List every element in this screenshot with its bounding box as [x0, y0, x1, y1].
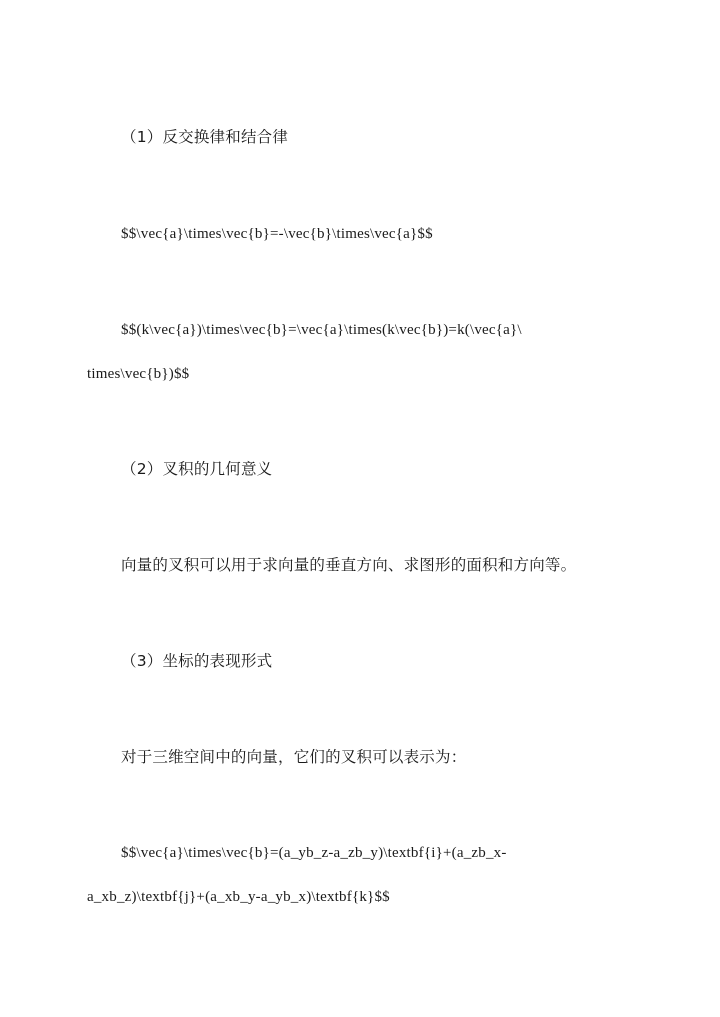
- section-heading-anticommutative: （1）反交换律和结合律: [121, 128, 289, 146]
- section-heading-geometric-meaning: （2）叉积的几何意义: [121, 460, 273, 478]
- paragraph-coordinate-form: 对于三维空间中的向量，它们的叉积可以表示为：: [121, 748, 467, 766]
- paragraph-geometric-meaning: 向量的叉积可以用于求向量的垂直方向、求图形的面积和方向等。: [121, 556, 577, 574]
- formula-coordinate-line-1: $$\vec{a}\times\vec{b}=(a_yb_z-a_zb_y)\textbf{i}+(a_zb_x-: [121, 845, 507, 861]
- formula-coordinate-line-2: a_xb_z)\textbf{j}+(a_xb_y-a_yb_x)\textbf{k}$$: [87, 889, 390, 905]
- formula-associative-line-1: $$(k\vec{a})\times\vec{b}=\vec{a}\times(k\vec{b})=k(\vec{a}\: [121, 322, 522, 338]
- formula-anticommutative: $$\vec{a}\times\vec{b}=-\vec{b}\times\vec{a}$$: [121, 226, 433, 242]
- formula-associative-line-2: times\vec{b})$$: [87, 366, 190, 382]
- section-heading-coordinate-form: （3）坐标的表现形式: [121, 652, 273, 670]
